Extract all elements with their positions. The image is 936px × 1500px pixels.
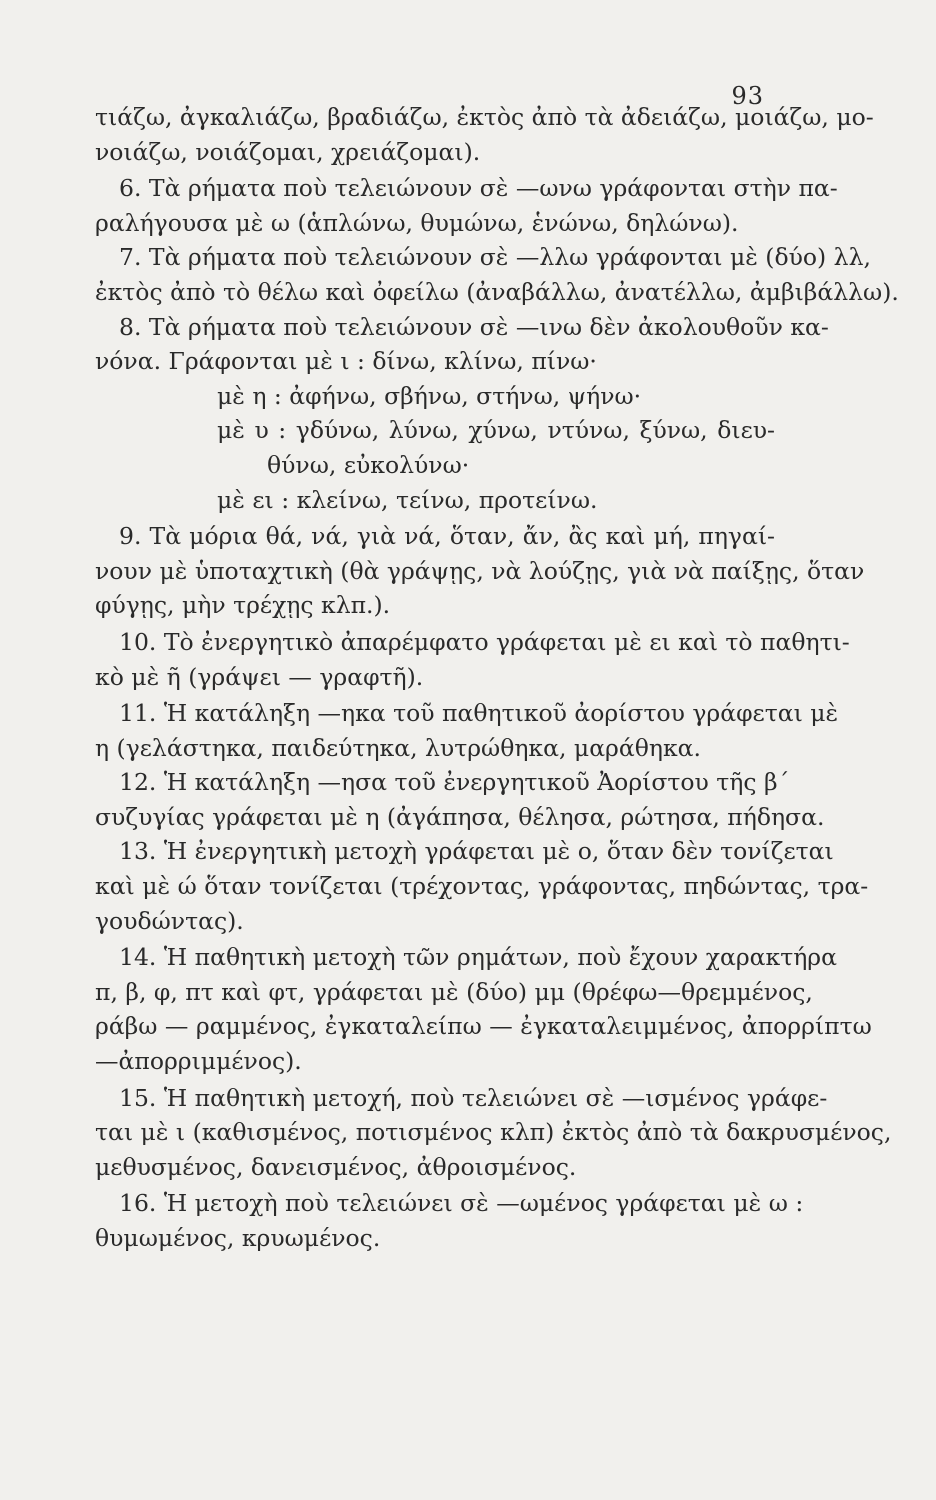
page-number: 93 [731,82,764,110]
page-body [95,100,899,1256]
text-line: φύγῃς, μὴν τρέχῃς κλπ.). [95,591,391,620]
text-line: νοιάζω, νοιάζομαι, χρειάζομαι). [95,137,481,166]
rule-13: 13. Ἡ ἐνεργητικὴ μετοχὴ γράφεται μὲ ο, ὅταν δὲν τονίζεται [119,837,834,866]
rule-6: 6. Τὰ ρήματα ποὺ τελειώνουν σὲ —ωνω γράφονται στὴν πα- [119,174,838,203]
rule-7: 7. Τὰ ρήματα ποὺ τελειώνουν σὲ —λλω γράφονται μὲ (δύο) λλ, [119,243,871,272]
text-line: μὲ ει : κλείνω, τείνω, προτείνω. [217,485,598,514]
text-line: θύνω, εὐκολύνω· [267,450,470,479]
text-line: —ἀπορριμμένος). [95,1047,302,1076]
text-line: γουδώντας). [95,906,244,935]
rule-12: 12. Ἡ κατάληξη —ησα τοῦ ἐνεργητικοῦ Ἀορίστου τῆς β΄ [119,768,790,797]
text-line: ράβω — ραμμένος, ἐγκαταλείπω — ἐγκαταλειμμένος, ἀπορρίπτω [95,1012,872,1041]
text-line: συζυγίας γράφεται μὲ η (ἀγάπησα, θέλησα, ρώτησα, πήδησα. [95,802,825,831]
text-line: ται μὲ ι (καθισμένος, ποτισμένος κλπ) ἐκτὸς ἀπὸ τὰ δακρυσμένος, [95,1118,892,1147]
text-line: η (γελάστηκα, παιδεύτηκα, λυτρώθηκα, μαράθηκα. [95,733,701,762]
text-line: κὸ μὲ ῆ (γράψει — γραφτῆ). [95,662,424,691]
text-line: μὲ η : ἀφήνω, σβήνω, στήνω, ψήνω· [217,381,642,410]
rule-11: 11. Ἡ κατάληξη —ηκα τοῦ παθητικοῦ ἀορίστου γράφεται μὲ [119,699,839,728]
rule-14: 14. Ἡ παθητικὴ μετοχὴ τῶν ρημάτων, ποὺ ἔχουν χαρακτήρα [119,943,837,972]
rule-10: 10. Τὸ ἐνεργητικὸ ἀπαρέμφατο γράφεται μὲ ει καὶ τὸ παθητι- [119,627,850,656]
text-line: νουν μὲ ὑποταχτικὴ (θὰ γράψῃς, νὰ λούζῃς, γιὰ νὰ παίξῃς, ὅταν [95,556,865,585]
rule-16: 16. Ἡ μετοχὴ ποὺ τελειώνει σὲ —ωμένος γράφεται μὲ ω : [119,1189,804,1218]
text-line: ἐκτὸς ἀπὸ τὸ θέλω καὶ ὀφείλω (ἀναβάλλω, ἀνατέλλω, ἀμβιβάλλω). [95,277,899,306]
text-line: π, β, φ, πτ καὶ φτ, γράφεται μὲ (δύο) μμ (θρέφω—θρεμμένος, [95,977,813,1006]
text-line: θυμωμένος, κρυωμένος. [95,1224,381,1252]
text-line: τιάζω, ἀγκαλιάζω, βραδιάζω, ἐκτὸς ἀπὸ τὰ ἀδειάζω, μοιάζω, μο- [95,103,874,131]
text-line: ραλήγουσα μὲ ω (ἁπλώνω, θυμώνω, ἑνώνω, δηλώνω). [95,208,739,237]
rule-9: 9. Τὰ μόρια θά, νά, γιὰ νά, ὅταν, ἄν, ἂς καὶ μή, πηγαί- [119,522,775,551]
text-line: καὶ μὲ ώ ὅταν τονίζεται (τρέχοντας, γράφοντας, πηδώντας, τρα- [95,872,869,901]
rule-8: 8. Τὰ ρήματα ποὺ τελειώνουν σὲ —ινω δὲν ἀκολουθοῦν κα- [119,312,829,341]
text-line: μὲ υ : γδύνω, λύνω, χύνω, ντύνω, ξύνω, διευ- [217,416,775,445]
text-line: νόνα. Γράφονται μὲ ι : δίνω, κλίνω, πίνω· [95,347,597,376]
rule-15: 15. Ἡ παθητικὴ μετοχή, ποὺ τελειώνει σὲ —ισμένος γράφε- [119,1083,828,1112]
text-line: μεθυσμένος, δανεισμένος, ἀθροισμένος. [95,1152,577,1181]
